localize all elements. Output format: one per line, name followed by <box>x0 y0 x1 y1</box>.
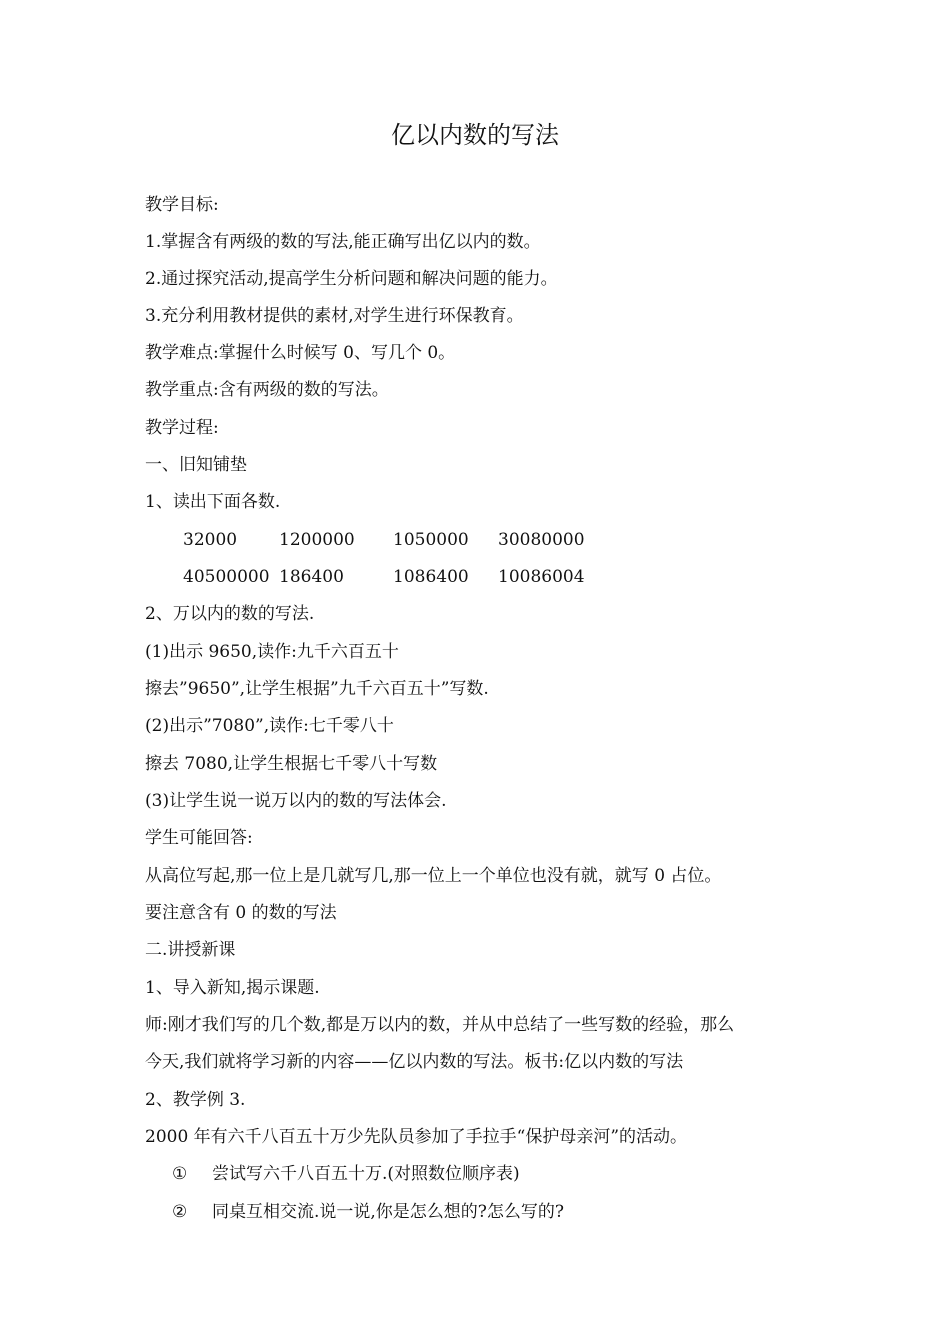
item-text: 同桌互相交流.说一说,你是怎么想的?怎么写的? <box>212 1202 565 1222</box>
difficulty: 教学难点:掌握什么时候写 0、写几个 0。 <box>145 343 456 363</box>
objective-2: 2.通过探究活动,提高学生分析问题和解决问题的能力。 <box>145 269 558 289</box>
teacher-speech-2: 今天,我们就将学习新的内容——亿以内数的写法。板书:亿以内数的写法 <box>145 1052 684 1072</box>
task-read-numbers: 1、读出下面各数. <box>145 492 281 512</box>
step-2: (2)出示”7080”,读作:七千零八十 <box>145 716 394 736</box>
number-cell: 1050000 <box>393 530 469 550</box>
number-cell: 1200000 <box>279 530 355 550</box>
student-answer-label: 学生可能回答: <box>145 828 253 848</box>
teacher-speech-1: 师:刚才我们写的几个数,都是万以内的数，并从中总结了一些写数的经验，那么 <box>145 1015 735 1035</box>
student-answer-note: 要注意含有 0 的数的写法 <box>145 903 337 923</box>
page-title: 亿以内数的写法 <box>391 121 559 149</box>
step-2-erase: 擦去 7080,让学生根据七千零八十写数 <box>145 754 438 774</box>
student-answer: 从高位写起,那一位上是几就写几,那一位上一个单位也没有就，就写 0 占位。 <box>145 866 722 886</box>
number-cell: 10086004 <box>498 567 585 587</box>
example-heading: 2、教学例 3. <box>145 1090 246 1110</box>
task-write-numbers: 2、万以内的数的写法. <box>145 604 315 624</box>
section-1-heading: 一、旧知铺垫 <box>145 455 247 475</box>
section-2-heading: 二.讲授新课 <box>145 940 236 960</box>
number-row <box>0 565 950 589</box>
number-cell: 40500000 <box>183 567 270 587</box>
number-cell: 30080000 <box>498 530 585 550</box>
objective-1: 1.掌握含有两级的数的写法,能正确写出亿以内的数。 <box>145 232 541 252</box>
step-1: (1)出示 9650,读作:九千六百五十 <box>145 642 399 662</box>
item-text: 尝试写六千八百五十万.(对照数位顺序表) <box>212 1164 520 1184</box>
objective-3: 3.充分利用教材提供的素材,对学生进行环保教育。 <box>145 306 524 326</box>
step-1-erase: 擦去”9650”,让学生根据”九千六百五十”写数. <box>145 679 489 699</box>
item-marker: ② <box>172 1202 188 1222</box>
intro-task: 1、导入新知,揭示课题. <box>145 978 320 998</box>
step-3: (3)让学生说一说万以内的数的写法体会. <box>145 791 447 811</box>
heading-process: 教学过程: <box>145 418 219 438</box>
number-cell: 32000 <box>183 530 238 550</box>
number-cell: 1086400 <box>393 567 469 587</box>
item-marker: ① <box>172 1164 188 1184</box>
number-cell: 186400 <box>279 567 344 587</box>
example-text: 2000 年有六千八百五十万少先队员参加了手拉手“保护母亲河”的活动。 <box>145 1127 688 1147</box>
key-point: 教学重点:含有两级的数的写法。 <box>145 380 389 400</box>
number-row <box>0 528 950 552</box>
heading-objectives: 教学目标: <box>145 195 219 215</box>
